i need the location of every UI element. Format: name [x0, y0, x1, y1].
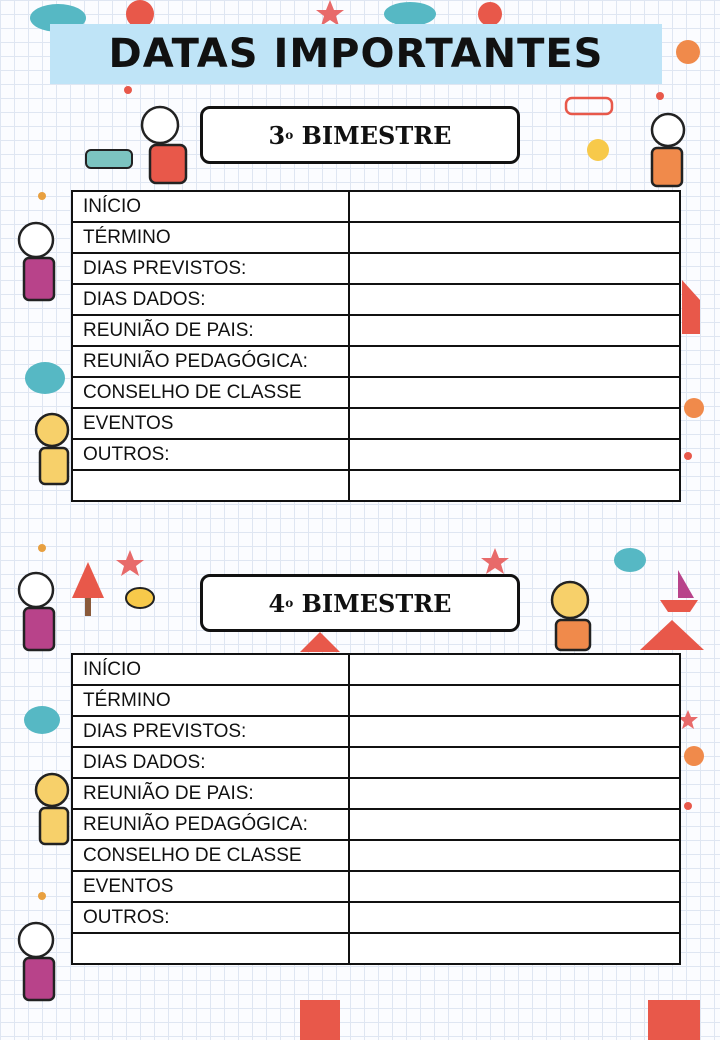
bird-icon: [126, 588, 154, 608]
section-number: 3: [268, 120, 286, 150]
row-label: REUNIÃO DE PAIS:: [72, 778, 349, 809]
row-value-cell[interactable]: [349, 840, 680, 871]
row-value-cell[interactable]: [349, 747, 680, 778]
row-label: REUNIÃO PEDAGÓGICA:: [72, 809, 349, 840]
section-name: BIMESTRE: [301, 588, 452, 618]
table-row: [72, 222, 680, 253]
section-header-3-bimestre: [200, 106, 520, 164]
row-label: DIAS DADOS:: [72, 747, 349, 778]
row-value-cell[interactable]: [349, 902, 680, 933]
section-header-4-bimestre: [200, 574, 520, 632]
table-row: [72, 408, 680, 439]
row-value-cell[interactable]: [349, 408, 680, 439]
row-value-cell[interactable]: [349, 778, 680, 809]
table-row: [72, 902, 680, 933]
row-label: DIAS DADOS:: [72, 284, 349, 315]
row-value-cell[interactable]: [349, 470, 680, 501]
row-value-cell[interactable]: [349, 809, 680, 840]
row-label: TÉRMINO: [72, 222, 349, 253]
section-number: 4: [268, 588, 286, 618]
table-row: [72, 191, 680, 222]
table-row: [72, 871, 680, 902]
row-label: TÉRMINO: [72, 685, 349, 716]
dog-doodle-icon: [86, 150, 132, 168]
row-label: INÍCIO: [72, 191, 349, 222]
section-ordinal: o: [285, 128, 294, 142]
row-label[interactable]: [72, 470, 349, 501]
table-row: [72, 685, 680, 716]
title-banner: [50, 24, 662, 84]
table-row: [72, 778, 680, 809]
row-label[interactable]: [72, 933, 349, 964]
row-label: EVENTOS: [72, 408, 349, 439]
section-ordinal: o: [285, 596, 294, 610]
row-value-cell[interactable]: [349, 284, 680, 315]
table-row: [72, 470, 680, 501]
row-value-cell[interactable]: [349, 222, 680, 253]
row-value-cell[interactable]: [349, 685, 680, 716]
table-row: [72, 284, 680, 315]
table-row: [72, 315, 680, 346]
dates-table-4-bimestre: [71, 653, 681, 965]
row-value-cell[interactable]: [349, 933, 680, 964]
table-row: [72, 346, 680, 377]
row-value-cell[interactable]: [349, 871, 680, 902]
row-value-cell[interactable]: [349, 253, 680, 284]
page-title: DATAS IMPORTANTES: [108, 31, 604, 77]
row-label: REUNIÃO DE PAIS:: [72, 315, 349, 346]
row-label: CONSELHO DE CLASSE: [72, 377, 349, 408]
table-row: [72, 654, 680, 685]
row-value-cell[interactable]: [349, 377, 680, 408]
row-label: INÍCIO: [72, 654, 349, 685]
row-label: DIAS PREVISTOS:: [72, 716, 349, 747]
row-value-cell[interactable]: [349, 346, 680, 377]
row-label: OUTROS:: [72, 439, 349, 470]
row-value-cell[interactable]: [349, 315, 680, 346]
section-name: BIMESTRE: [301, 120, 452, 150]
table-row: [72, 253, 680, 284]
row-label: REUNIÃO PEDAGÓGICA:: [72, 346, 349, 377]
car-icon: [566, 98, 612, 114]
table-row: [72, 809, 680, 840]
row-label: DIAS PREVISTOS:: [72, 253, 349, 284]
row-label: EVENTOS: [72, 871, 349, 902]
boat-icon: [660, 570, 698, 612]
row-value-cell[interactable]: [349, 439, 680, 470]
row-value-cell[interactable]: [349, 654, 680, 685]
row-value-cell[interactable]: [349, 191, 680, 222]
table-row: [72, 747, 680, 778]
row-value-cell[interactable]: [349, 716, 680, 747]
dates-table-3-bimestre: [71, 190, 681, 502]
tree-icon: [72, 562, 104, 616]
table-row: [72, 840, 680, 871]
table-row: [72, 933, 680, 964]
row-label: OUTROS:: [72, 902, 349, 933]
table-row: [72, 377, 680, 408]
table-row: [72, 716, 680, 747]
row-label: CONSELHO DE CLASSE: [72, 840, 349, 871]
table-row: [72, 439, 680, 470]
